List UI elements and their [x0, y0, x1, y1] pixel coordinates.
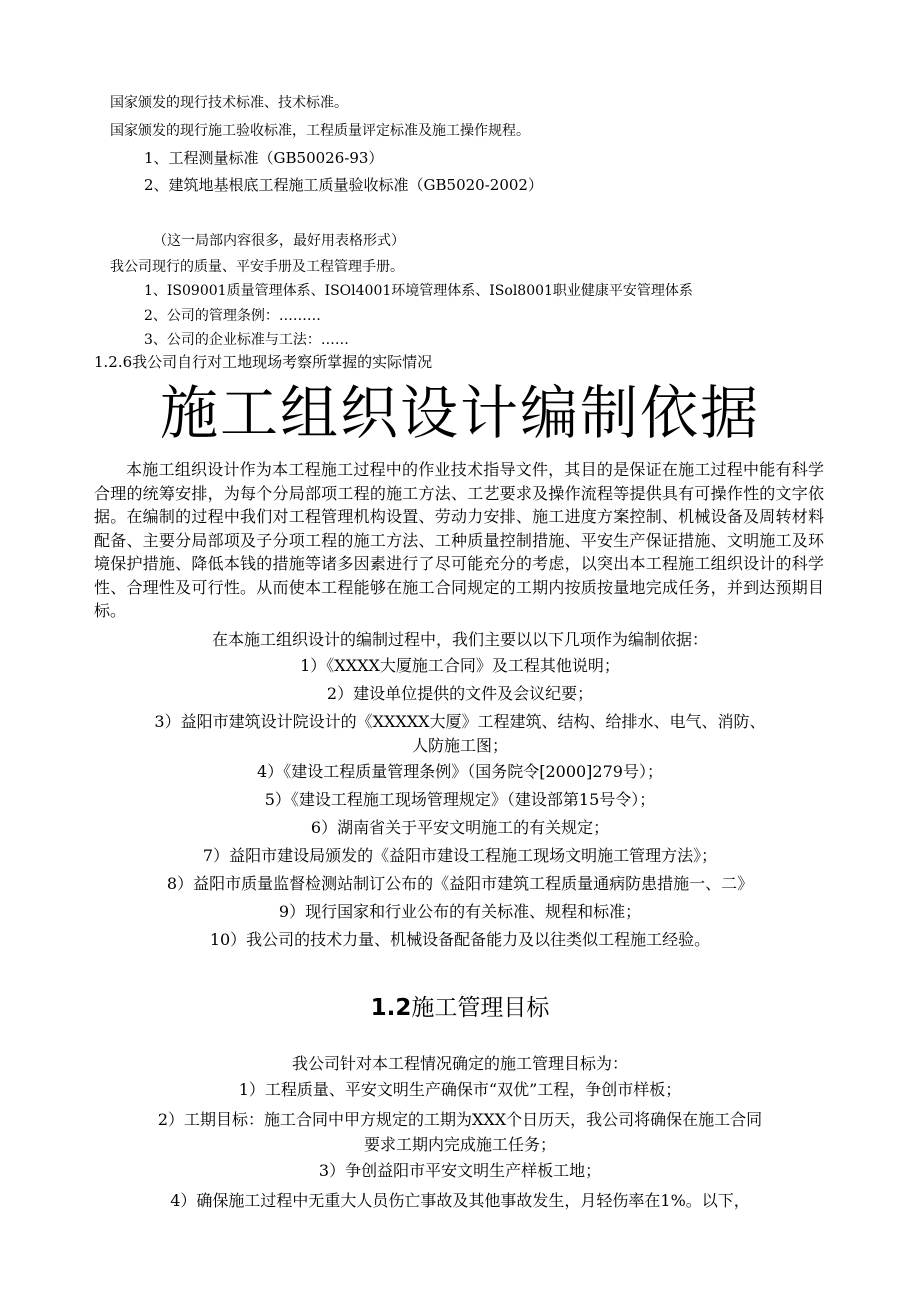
main-title: 施工组织设计编制依据: [159, 379, 760, 447]
company-manual-line: 我公司现行的质量、平安手册及工程管理手册。: [110, 259, 404, 275]
goal-item-3: 3）争创益阳市平安文明生产样板工地；: [318, 1161, 602, 1180]
section-1-2-6-heading: 1.2.6我公司自行对工地现场考察所掌握的实际情况: [94, 353, 433, 371]
note-line: （这一局部内容很多，最好用表格形式）: [153, 233, 405, 249]
basis-item-6: 6）湖南省关于平安文明施工的有关规定；: [310, 818, 610, 837]
goal-item-4: 4）确保施工过程中无重大人员伤亡事故及其他事故发生，月轻伤率在1%。以下，: [170, 1191, 750, 1210]
intro-paragraph: 本施工组织设计作为本工程施工过程中的作业技术指导文件，其目的是保证在施工过程中能有科学合理的统筹安排，为每个分局部项工程的施工方法、工艺要求及操作流程等提供具有可操作性的文字依据。在编制的过程中我们对工程管理机构设置、劳动力安排、施工进度方案控制、机械设备及周转材料配备、主要分局部项及子分项工程的施工方法、工种质量控制措施、平安生产保证措施、文明施工及环境保护措施、降低本钱的措施等诸多因素进行了尽可能充分的考虑，以突出本工程施工组织设计的科学性、合理性及可行性。从而使本工程能够在施工合同规定的工期内按质按量地完成任务，并到达预期目标。: [94, 460, 824, 620]
section-title-text: 施工管理目标: [411, 995, 550, 1021]
standard-line-1: 国家颁发的现行技术标准、技术标准。: [110, 95, 348, 111]
goals-intro: 我公司针对本工程情况确定的施工管理目标为：: [291, 1054, 628, 1073]
basis-item-7: 7）益阳市建设局颁发的《益阳市建设工程施工现场文明施工管理方法》；: [202, 846, 718, 865]
company-item-3: 3、公司的企业标准与工法：……: [144, 332, 349, 348]
basis-item-1: 1）《XXXX大厦施工合同》及工程其他说明；: [300, 656, 620, 675]
basis-item-8: 8）益阳市质量监督检测站制订公布的《益阳市建筑工程质量通病防患措施一、二》: [166, 874, 754, 893]
basis-item-10: 10）我公司的技术力量、机械设备配备能力及以往类似工程施工经验。: [209, 930, 711, 949]
section-number: 1.2: [370, 995, 412, 1021]
standard-item-1: 1、工程测量标准（GB50026-93）: [144, 149, 384, 167]
standard-item-2: 2、建筑地基根底工程施工质量验收标准（GB5020-2002）: [144, 176, 543, 194]
basis-item-5: 5）《建设工程施工现场管理规定》（建设部第15号令）；: [264, 790, 656, 809]
basis-item-2: 2）建设单位提供的文件及会议纪要；: [326, 684, 594, 703]
standard-line-2: 国家颁发的现行施工验收标准，工程质量评定标准及施工操作规程。: [110, 123, 530, 139]
goal-item-2-cont: 要求工期内完成施工任务；: [363, 1135, 556, 1154]
basis-item-3-cont: 人防施工图；: [411, 736, 508, 755]
section-1-2-heading: [0, 997, 920, 1020]
basis-item-9: 9）现行国家和行业公布的有关标准、规程和标准；: [278, 902, 642, 921]
company-item-2: 2、公司的管理条例：………: [144, 308, 321, 324]
basis-item-3: 3）益阳市建筑设计院设计的《XXXXX大厦》工程建筑、结构、给排水、电气、消防、: [154, 712, 766, 731]
company-item-1: 1、IS09001质量管理体系、ISOl4001环境管理体系、ISol8001职业健康平安管理体系: [144, 283, 693, 299]
basis-item-4: 4）《建设工程质量管理条例》（国务院令[2000]279号）；: [257, 762, 663, 781]
goal-item-2: 2）工期目标：施工合同中甲方规定的工期为XXX个日历天，我公司将确保在施工合同: [157, 1110, 763, 1129]
basis-intro: 在本施工组织设计的编制过程中，我们主要以以下几项作为编制依据：: [211, 630, 708, 649]
goal-item-1: 1）工程质量、平安文明生产确保市“双优”工程，争创市样板；: [238, 1080, 682, 1099]
